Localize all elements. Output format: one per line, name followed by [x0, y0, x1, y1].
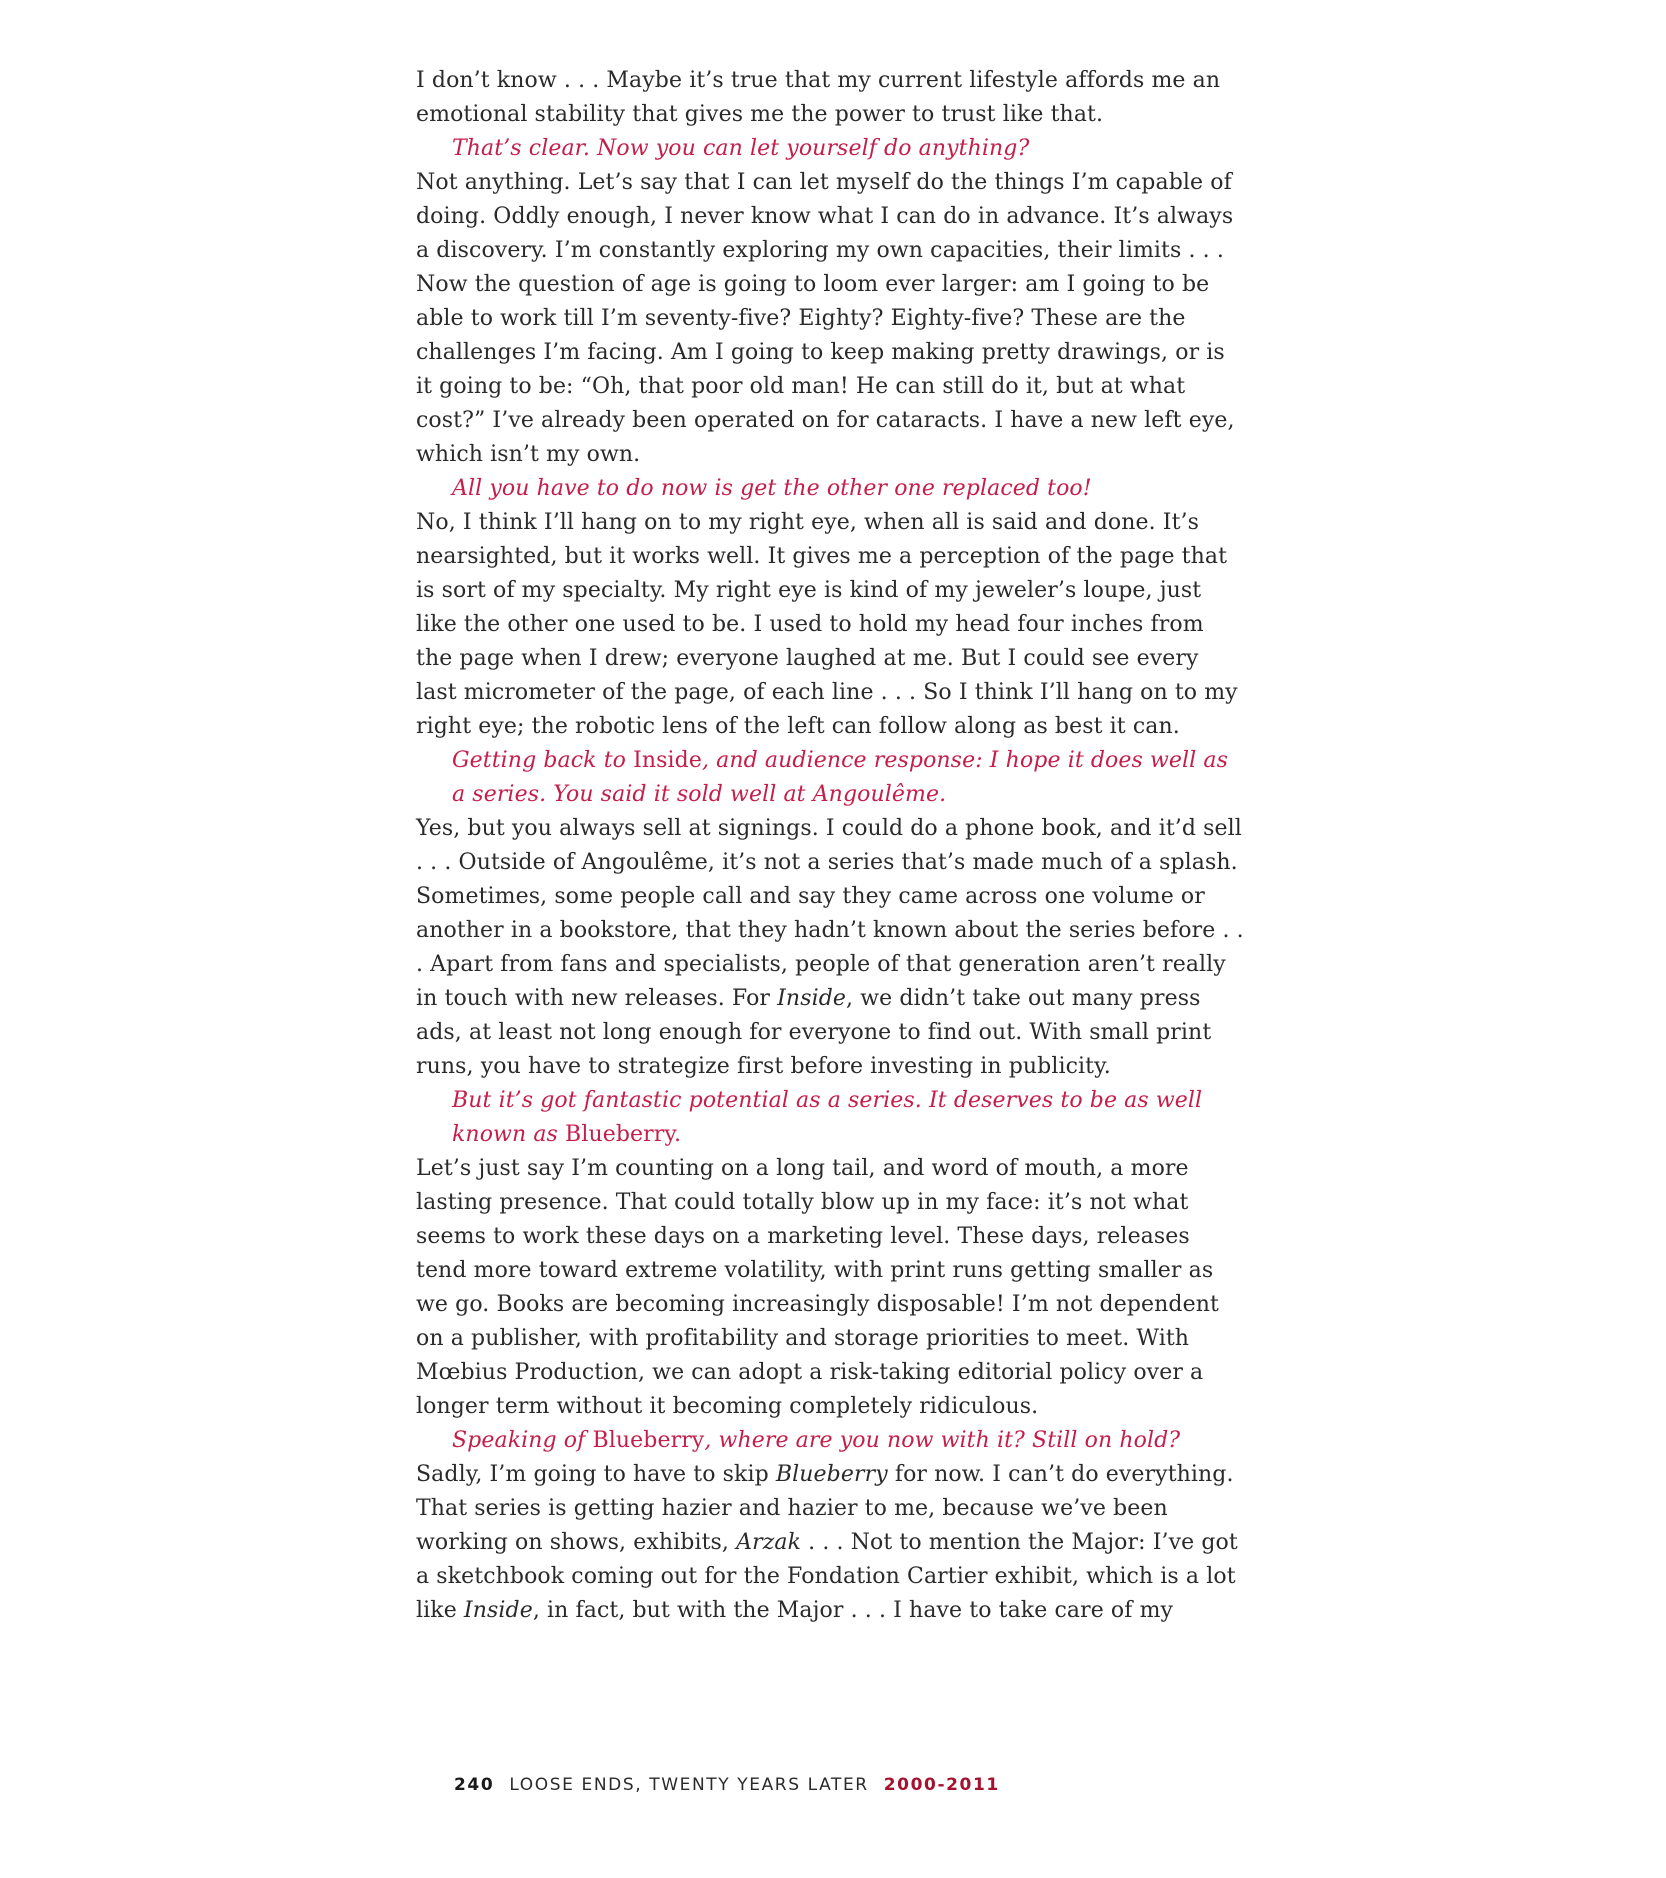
question-text: But it’s got fantastic potential as a series. It deserves to be as well known as	[452, 1088, 1203, 1147]
question-text: Getting back to	[452, 748, 634, 773]
section-title: LOOSE ENDS, TWENTY YEARS LATER	[509, 1775, 869, 1795]
title-blueberry: Blueberry	[592, 1428, 705, 1453]
section-years: 2000-2011	[883, 1775, 1000, 1795]
title-arzak: Arzak	[736, 1530, 802, 1555]
question-paragraph: That’s clear. Now you can let yourself do anything?	[452, 136, 1030, 161]
question-text: , and audience response: I hope it does well as a series. You said it sold well at Angoulême.	[452, 748, 1229, 807]
answer-paragraph: I don’t know . . . Maybe it’s true that my current lifestyle affords me an emotional stability that gives me the power to trust like that.	[416, 68, 1221, 127]
title-inside: Inside	[463, 1598, 533, 1623]
question-paragraph	[416, 1424, 1246, 1458]
title-blueberry: Blueberry	[775, 1462, 888, 1487]
interview-text	[416, 64, 1246, 1628]
answer-text: , in fact, but with the Major . . . I have to take care of my	[532, 1598, 1174, 1623]
answer-text: Sadly, I’m going to have to skip	[416, 1462, 776, 1487]
answer-paragraph: Let’s just say I’m counting on a long tail, and word of mouth, a more lasting presence. That could totally blow up in my face: it’s not what seems to work these days on a marketing level. These days, releases tend more toward extreme volatility, with print runs getting smaller as we go. Books are becoming increasingly disposable! I’m not dependent on a publisher, with profitability and storage priorities to meet. With Mœbius Production, we can adopt a risk-taking editorial policy over a longer term without it becoming completely ridiculous.	[416, 1156, 1219, 1419]
answer-text: . . . Not to mention the Major: I’ve got a sketchbook coming out for the Fondation Cartier exhibit, which is a lot like	[416, 1530, 1238, 1623]
answer-paragraph	[416, 812, 1246, 1084]
running-footer	[454, 1775, 1000, 1795]
title-inside: Inside	[777, 986, 847, 1011]
question-text: Speaking of	[452, 1428, 593, 1453]
answer-text: , we didn’t take out many press ads, at least not long enough for everyone to find out. With small print runs, you have to strategize first before investing in publicity.	[416, 986, 1212, 1079]
answer-paragraph: No, I think I’ll hang on to my right eye, when all is said and done. It’s nearsighted, but it works well. It gives me a perception of the page that is sort of my specialty. My right eye is kind of my jeweler’s loupe, just like the other one used to be. I used to hold my head four inches from the page when I drew; everyone laughed at me. But I could see every last micrometer of the page, of each line . . . So I think I’ll hang on to my right eye; the robotic lens of the left can follow along as best it can.	[416, 510, 1238, 739]
question-text: .	[673, 1122, 682, 1147]
answer-paragraph: Not anything. Let’s say that I can let myself do the things I’m capable of doing. Oddly enough, I never know what I can do in advance. It’s always a discovery. I’m constantly exploring my own capacities, their limits . . . Now the question of age is going to loom ever larger: am I going to be able to work till I’m seventy-five? Eighty? Eighty-five? These are the challenges I’m facing. Am I going to keep making pretty drawings, or is it going to be: “Oh, that poor old man! He can still do it, but at what cost?” I’ve already been operated on for cataracts. I have a new left eye, which isn’t my own.	[416, 170, 1235, 467]
title-inside: Inside	[633, 748, 702, 773]
title-blueberry: Blueberry	[565, 1122, 674, 1147]
answer-paragraph	[416, 1458, 1246, 1628]
question-paragraph: All you have to do now is get the other one replaced too!	[452, 476, 1092, 501]
question-text: , where are you now with it? Still on hold?	[704, 1428, 1181, 1453]
question-paragraph	[416, 744, 1246, 812]
answer-text: for now. I can’t do everything. That series is getting hazier and hazier to me, because we’ve been working on shows, exhibits,	[416, 1462, 1234, 1555]
answer-text: Yes, but you always sell at signings. I could do a phone book, and it’d sell . . . Outside of Angoulême, it’s not a series that’s made much of a splash. Sometimes, some people call and say they came across one volume or another in a bookstore, that they hadn’t known about the series before . . . Apart from fans and specialists, people of that generation aren’t really in touch with new releases. For	[416, 816, 1244, 1011]
page-number: 240	[454, 1775, 495, 1795]
question-paragraph	[416, 1084, 1246, 1152]
